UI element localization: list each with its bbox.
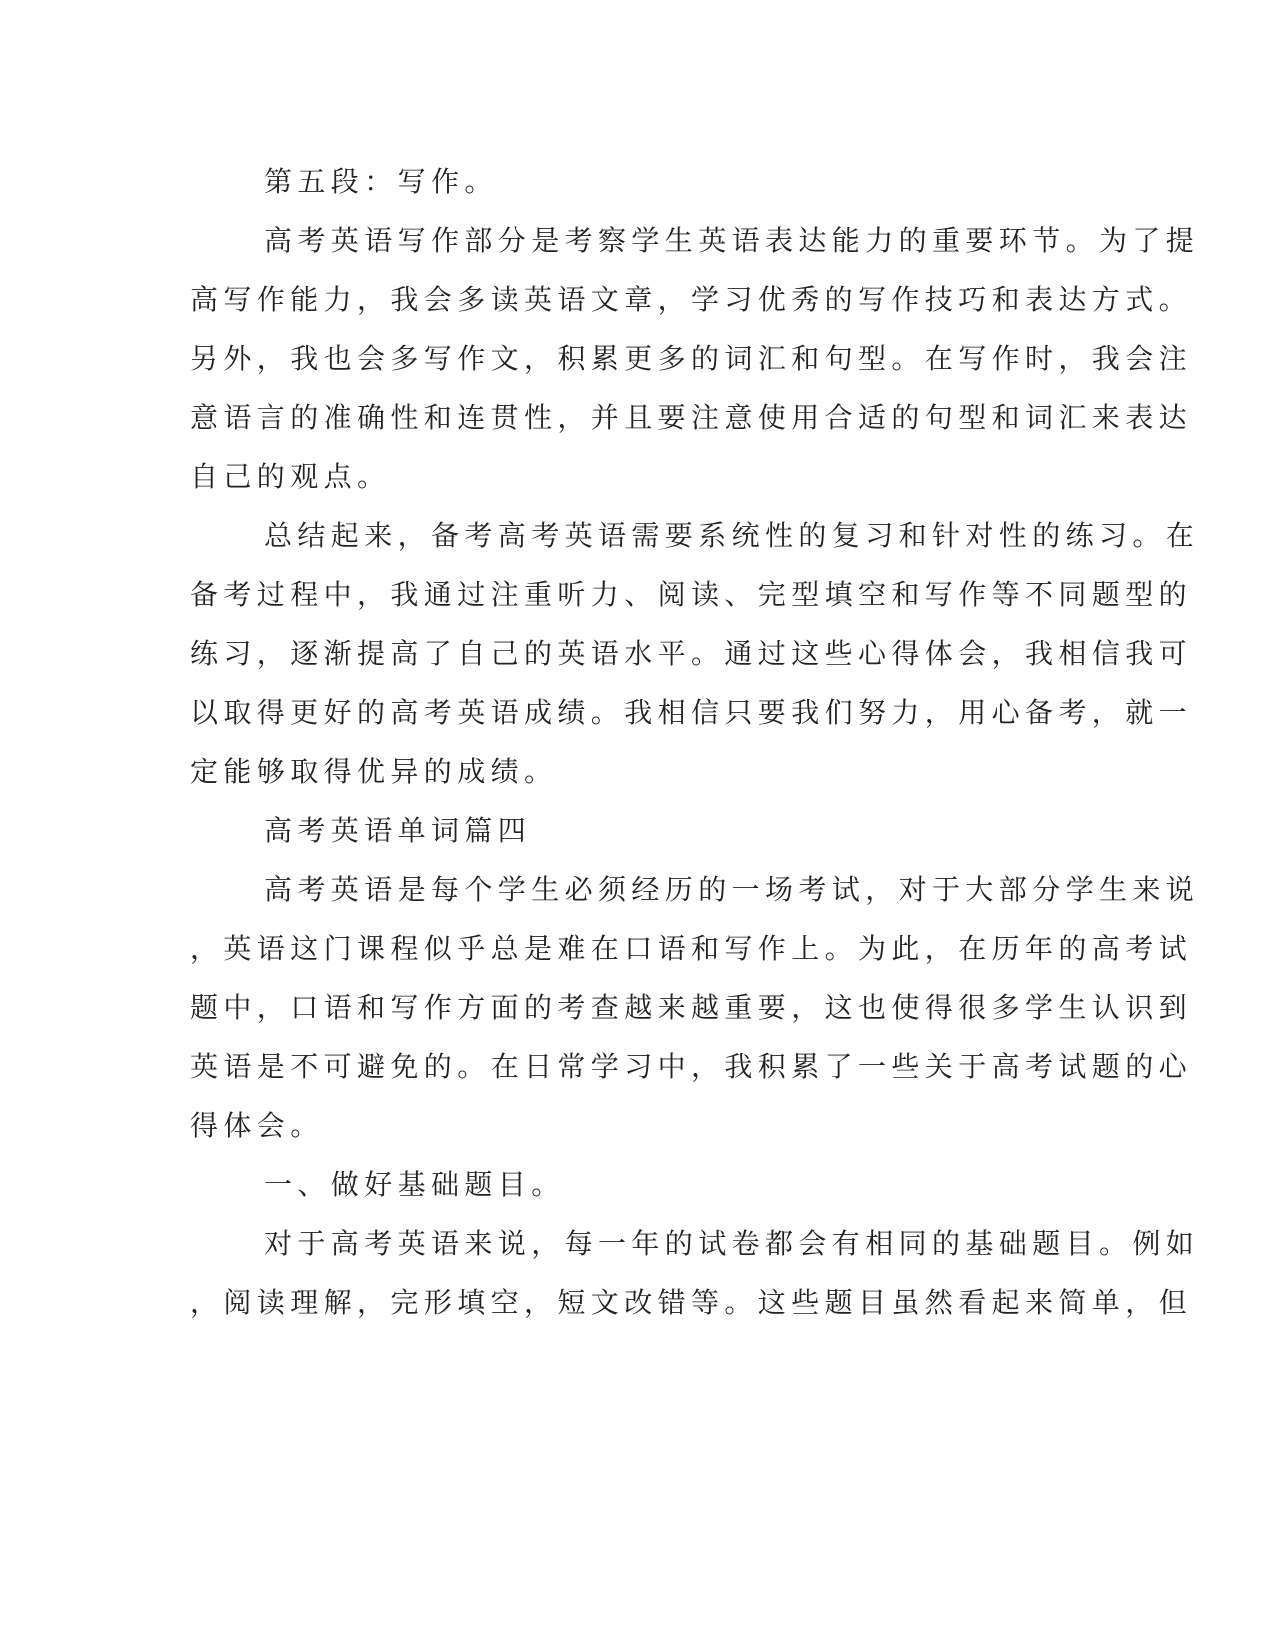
section-heading-basics: 一、做好基础题目。 bbox=[264, 1168, 565, 1201]
paragraph-line: 另外，我也会多写作文，积累更多的词汇和句型。在写作时，我会注 bbox=[190, 342, 1193, 375]
paragraph-line: 对于高考英语来说，每一年的试卷都会有相同的基础题目。例如 bbox=[264, 1227, 1200, 1260]
paragraph-line: 总结起来，备考高考英语需要系统性的复习和针对性的练习。在 bbox=[264, 519, 1200, 552]
paragraph-line: 英语是不可避免的。在日常学习中，我积累了一些关于高考试题的心 bbox=[190, 1050, 1193, 1083]
paragraph-line: 练习，逐渐提高了自己的英语水平。通过这些心得体会，我相信我可 bbox=[190, 637, 1193, 670]
paragraph-line: ，英语这门课程似乎总是难在口语和写作上。为此，在历年的高考试 bbox=[190, 932, 1193, 965]
paragraph-line: 高写作能力，我会多读英语文章，学习优秀的写作技巧和表达方式。 bbox=[190, 283, 1193, 316]
paragraph-line: 备考过程中，我通过注重听力、阅读、完型填空和写作等不同题型的 bbox=[190, 578, 1193, 611]
article-title: 高考英语单词篇四 bbox=[264, 814, 532, 847]
paragraph-line: 自己的观点。 bbox=[190, 460, 391, 493]
paragraph-line: 高考英语写作部分是考察学生英语表达能力的重要环节。为了提 bbox=[264, 224, 1200, 257]
paragraph-line: 意语言的准确性和连贯性，并且要注意使用合适的句型和词汇来表达 bbox=[190, 401, 1193, 434]
paragraph-line: 定能够取得优异的成绩。 bbox=[190, 755, 558, 788]
paragraph-line: 题中，口语和写作方面的考查越来越重要，这也使得很多学生认识到 bbox=[190, 991, 1193, 1024]
section-heading-writing: 第五段：写作。 bbox=[264, 165, 498, 198]
paragraph-line: 以取得更好的高考英语成绩。我相信只要我们努力，用心备考，就一 bbox=[190, 696, 1193, 729]
paragraph-line: 得体会。 bbox=[190, 1109, 324, 1142]
paragraph-line: ，阅读理解，完形填空，短文改错等。这些题目虽然看起来简单，但 bbox=[190, 1286, 1193, 1319]
paragraph-line: 高考英语是每个学生必须经历的一场考试，对于大部分学生来说 bbox=[264, 873, 1200, 906]
